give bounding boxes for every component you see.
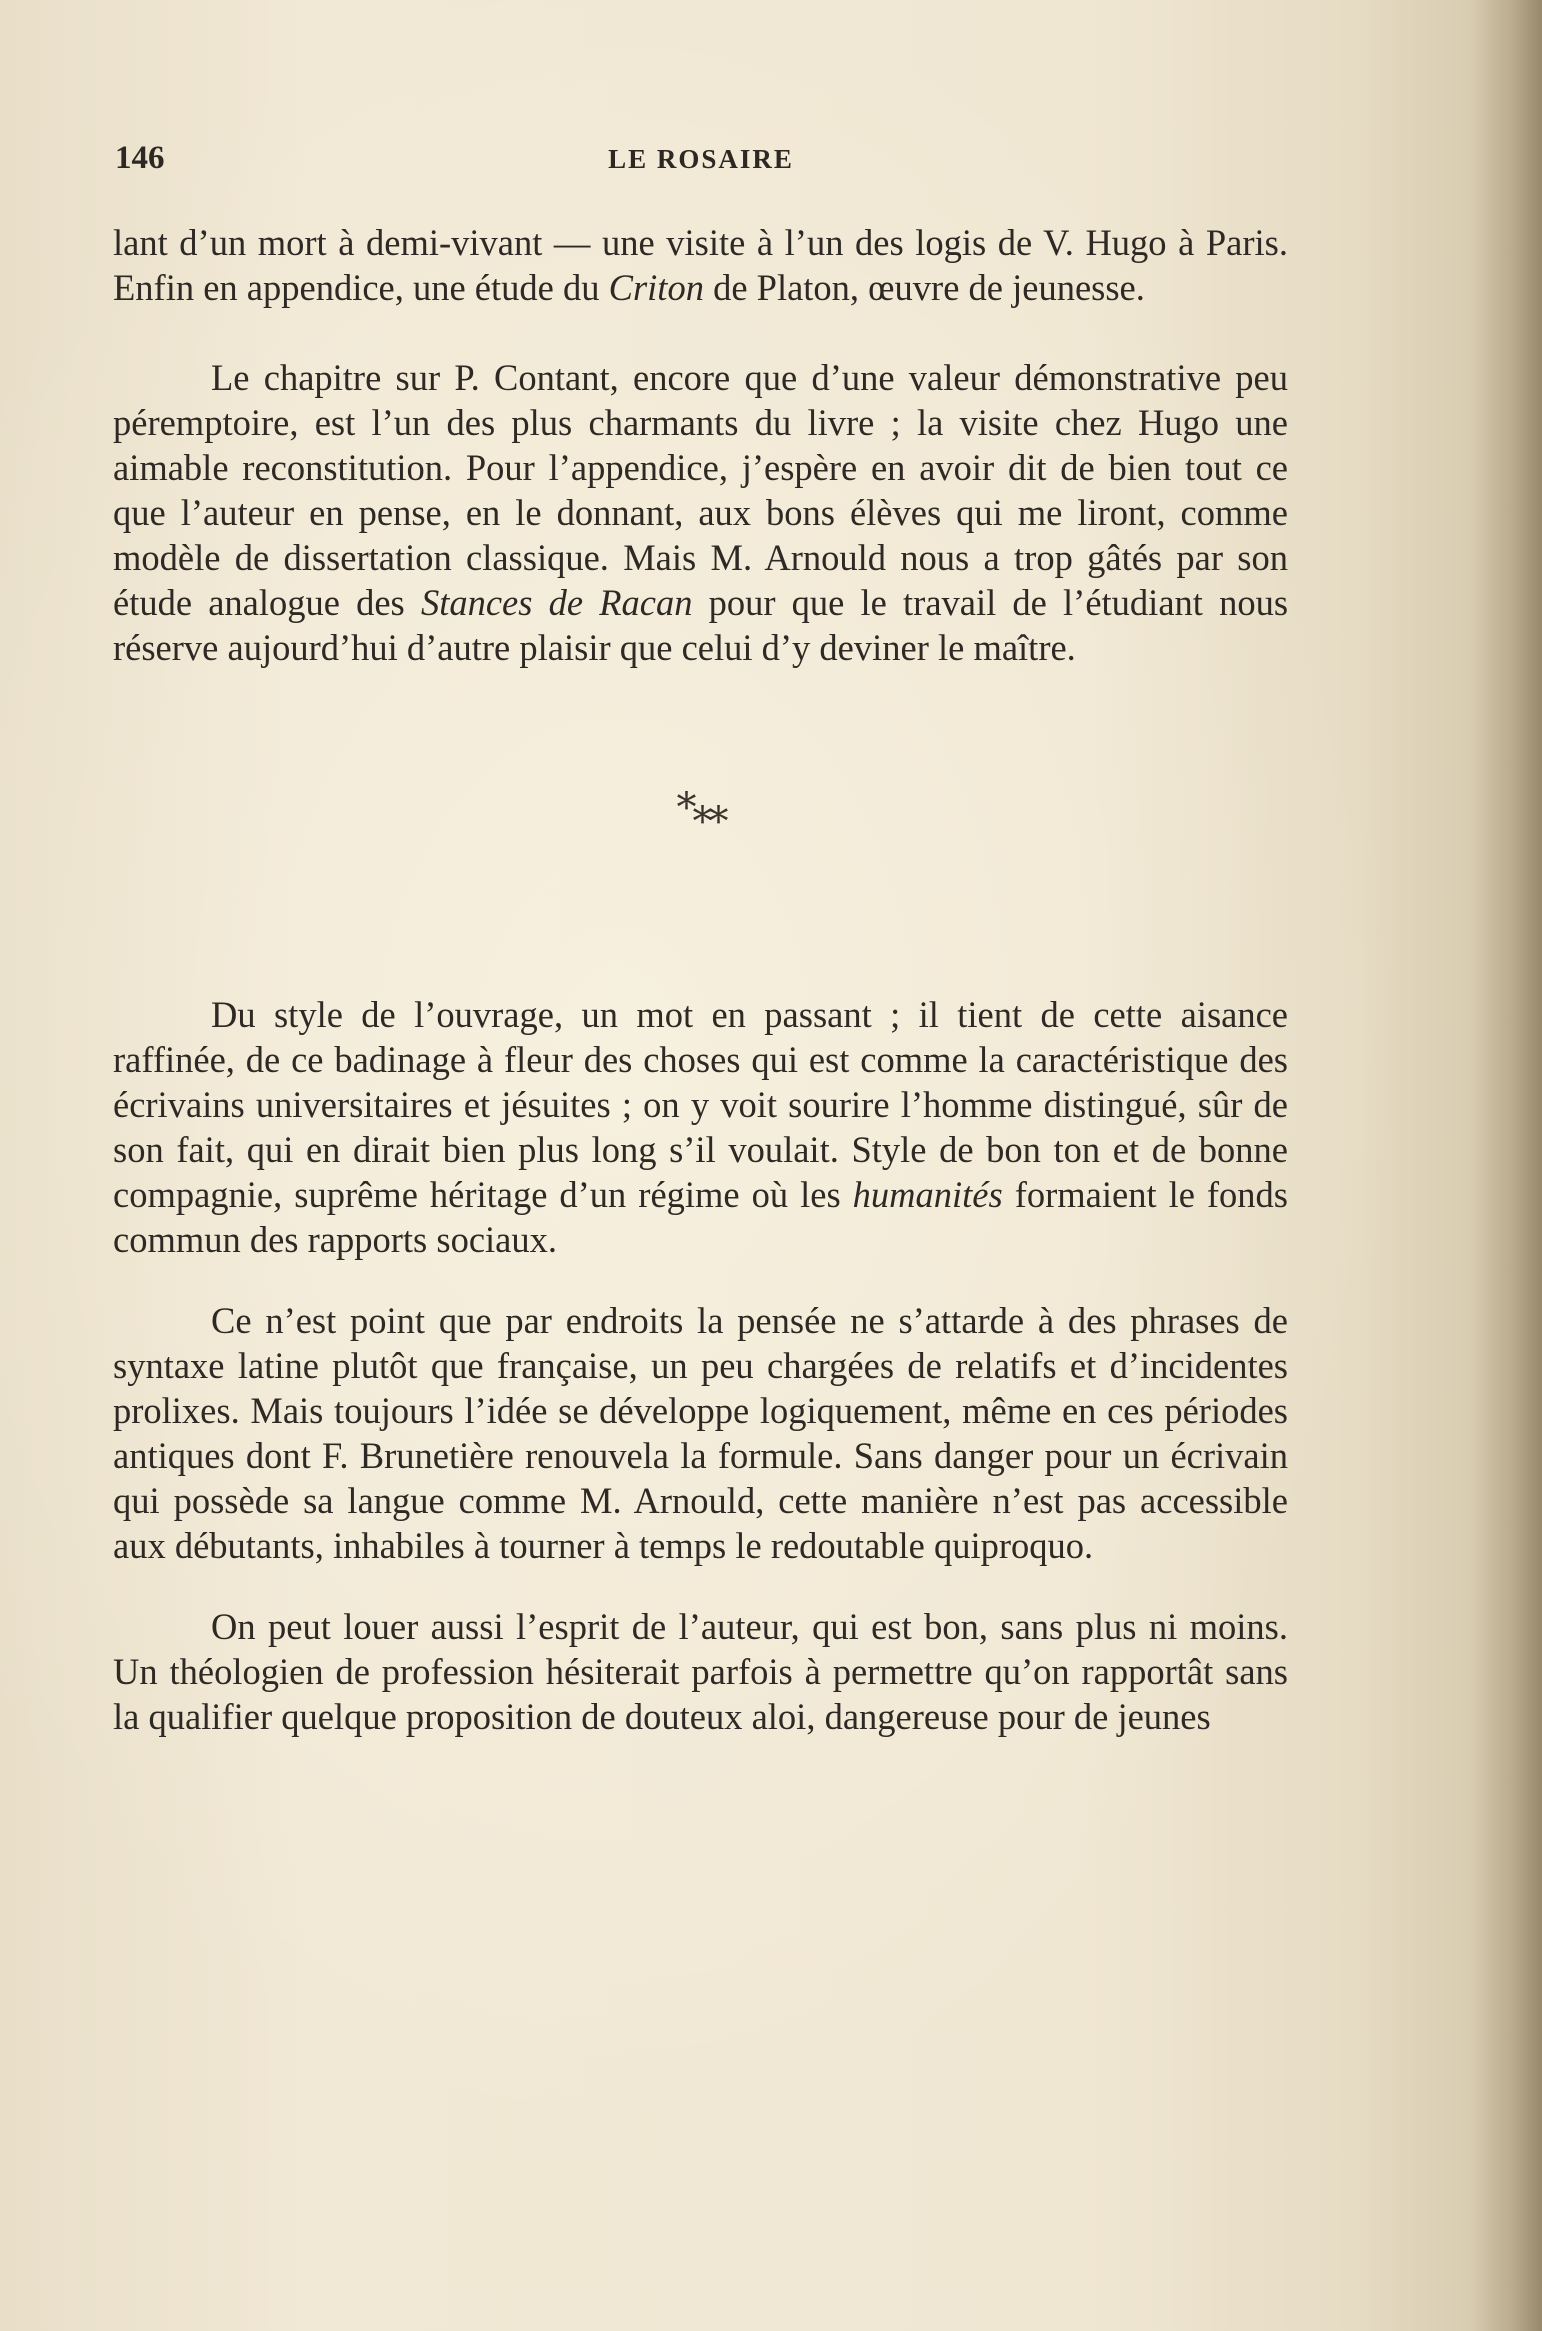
- paragraph-3: [113, 992, 1288, 1262]
- asterism-side: **: [692, 799, 725, 845]
- body-text: [113, 220, 1288, 1739]
- running-head: LE ROSAIRE: [608, 144, 794, 174]
- asterism-ornament: [113, 785, 1288, 845]
- paragraph-1: [113, 220, 1288, 310]
- paragraph-3-text: Du style de l’ouvrage, un mot en passant ; il tient de cette aisance raffinée, de ce badinage à fleur des choses qui est comme la caractéristique des écrivains universitaires et jésuites ; on y voit sourire l’homme distingué, sûr de son fait, qui en dirait bien plus long s’il voulait. Style de bon ton et de bonne compagnie, suprême héritage d’un régime où les: [113, 994, 1288, 1215]
- paragraph-2-end: pour que le travail de l’étudiant nous réserve aujourd’hui d’autre plaisir que celui d’y deviner le maître.: [113, 582, 1289, 668]
- paragraph-1-end: de Platon, œuvre de jeunesse.: [713, 267, 1145, 308]
- paragraph-3-end: formaient le fonds commun des rapports sociaux.: [113, 1174, 1289, 1260]
- paragraph-2-text: Le chapitre sur P. Contant, encore que d’une valeur démonstrative peu péremptoire, est l’un des plus charmants du livre ; la visite chez Hugo une aimable reconstitution. Pour l’appendice, j’espère en avoir dit de bien tout ce que l’auteur en pense, en le donnant, aux bons élèves qui me liront, comme modèle de dissertation classique. Mais M. Arnould nous a trop gâtés par son étude analogue des: [113, 357, 1288, 623]
- paragraph-5: On peut louer aussi l’esprit de l’auteur, qui est bon, sans plus ni moins. Un théologien de profession hésiterait parfois à permettre qu’on rapportât sans la qualifier quelque proposition de douteux aloi, dangereuse pour de jeunes: [113, 1606, 1288, 1737]
- paragraph-1-italic: Criton: [608, 267, 704, 308]
- page-number: 146: [115, 140, 165, 176]
- paragraph-3-italic: humanités: [852, 1174, 1003, 1215]
- paragraph-2: [113, 355, 1288, 670]
- paragraph-1-text: lant d’un mort à demi-vivant — une visite à l’un des logis de V. Hugo à Paris. Enfin en appendice, une étude du: [113, 222, 1288, 308]
- page-edge-shadow: [1472, 0, 1542, 2331]
- paragraph-2-italic: Stances de Racan: [420, 582, 693, 623]
- paragraph-4: Ce n’est point que par endroits la pensée ne s’attarde à des phrases de syntaxe latine plutôt que française, un peu chargées de relatifs et d’incidentes prolixes. Mais toujours l’idée se développe logiquement, même en ces périodes antiques dont F. Brunetière renouvela la formule. Sans danger pour un écrivain qui possède sa langue comme M. Arnould, cette manière n’est pas accessible aux débutants, inhabiles à tourner à temps le redoutable quiproquo.: [113, 1300, 1288, 1566]
- asterism-top: *: [676, 785, 693, 831]
- page-header: [115, 140, 1287, 180]
